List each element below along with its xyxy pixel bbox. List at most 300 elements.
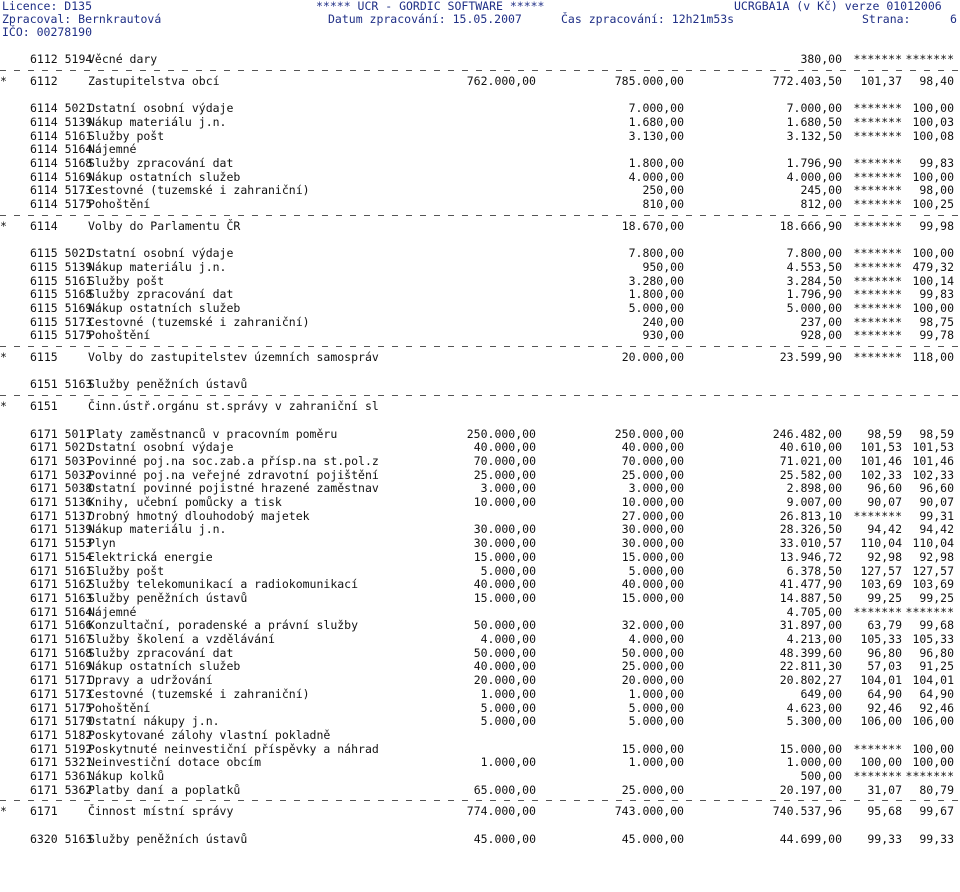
budget-adjusted: 45.000,00 bbox=[621, 831, 684, 846]
account-name: Cestovné (tuzemské i zahraniční) bbox=[88, 314, 310, 329]
actual-amount: 237,00 bbox=[800, 314, 842, 329]
budget-adjusted: 3.280,00 bbox=[628, 273, 684, 288]
actual-amount: 1.000,00 bbox=[786, 755, 842, 770]
actual-amount: 246.482,00 bbox=[772, 426, 842, 441]
account-name: Nákup materiálu j.n. bbox=[88, 259, 227, 274]
budget-adjusted: 30.000,00 bbox=[621, 536, 684, 551]
account-code: 6114 5021 bbox=[30, 101, 93, 116]
actual-amount: 25.582,00 bbox=[779, 467, 842, 482]
percent-approved: 90,07 bbox=[867, 495, 902, 509]
account-code: 6115 5021 bbox=[30, 246, 93, 261]
account-name: Služby zpracování dat bbox=[88, 155, 234, 170]
actual-amount: 245,00 bbox=[800, 183, 842, 198]
account-code: 6115 5175 bbox=[30, 328, 93, 343]
total-marker: * bbox=[0, 73, 7, 88]
budget-adjusted: 7.800,00 bbox=[628, 246, 684, 261]
percent-adjusted: 96,80 bbox=[919, 645, 954, 660]
account-code: 6115 5161 bbox=[30, 273, 93, 288]
actual-amount: 928,00 bbox=[800, 328, 842, 343]
percent-adjusted: 99,83 bbox=[919, 155, 954, 170]
actual-amount: 18.666,90 bbox=[779, 218, 842, 233]
item-row bbox=[0, 833, 960, 846]
group-code: 6171 bbox=[30, 804, 58, 819]
percent-adjusted: 118,00 bbox=[912, 350, 954, 364]
percent-adjusted: 106,00 bbox=[912, 714, 954, 729]
account-name: Ostatní nákupy j.n. bbox=[88, 714, 220, 729]
item-row bbox=[0, 184, 960, 197]
percent-adjusted: 100,00 bbox=[912, 741, 954, 756]
budget-adjusted: 70.000,00 bbox=[621, 453, 684, 468]
budget-approved: 20.000,00 bbox=[473, 673, 536, 688]
percent-adjusted: 99,25 bbox=[919, 590, 954, 605]
percent-adjusted: 98,40 bbox=[919, 73, 954, 88]
item-row bbox=[0, 770, 960, 783]
budget-approved: 50.000,00 bbox=[473, 645, 536, 660]
item-row bbox=[0, 275, 960, 288]
percent-approved: 96,80 bbox=[867, 645, 902, 660]
account-name: Nákup ostatních služeb bbox=[88, 169, 241, 184]
actual-amount: 740.537,96 bbox=[772, 804, 842, 819]
actual-amount: 15.000,00 bbox=[779, 741, 842, 756]
budget-adjusted: 20.000,00 bbox=[621, 350, 684, 364]
budget-adjusted: 1.800,00 bbox=[628, 155, 684, 170]
item-row bbox=[0, 441, 960, 454]
percent-approved: 31,07 bbox=[867, 782, 902, 797]
item-row bbox=[0, 428, 960, 441]
actual-amount: 14.887,50 bbox=[779, 590, 842, 605]
group-code: 6115 bbox=[30, 350, 58, 364]
item-row bbox=[0, 302, 960, 315]
percent-approved: 104,01 bbox=[860, 673, 902, 688]
budget-approved: 1.000,00 bbox=[480, 686, 536, 701]
budget-adjusted: 20.000,00 bbox=[621, 673, 684, 688]
account-name: Ostatní osobní výdaje bbox=[88, 101, 234, 116]
percent-approved: 101,53 bbox=[860, 440, 902, 455]
actual-amount: 20.197,00 bbox=[779, 782, 842, 797]
account-code: 6115 5173 bbox=[30, 314, 93, 329]
account-name: Platby daní a poplatků bbox=[88, 782, 241, 797]
account-code: 6114 5164 bbox=[30, 142, 93, 157]
account-name: Ostatní povinné pojistné hrazené zaměstnav bbox=[88, 481, 379, 496]
budget-adjusted: 250,00 bbox=[642, 183, 684, 198]
budget-adjusted: 25.000,00 bbox=[621, 467, 684, 482]
account-name: Drobný hmotný dlouhodobý majetek bbox=[88, 508, 310, 523]
header-line-3 bbox=[2, 25, 93, 39]
percent-approved: ******* bbox=[853, 183, 902, 198]
group-total-row bbox=[0, 400, 960, 413]
budget-approved: 50.000,00 bbox=[473, 618, 536, 633]
budget-adjusted: 1.680,00 bbox=[628, 114, 684, 129]
percent-adjusted: 99,31 bbox=[919, 508, 954, 523]
page-number: 6 bbox=[950, 12, 957, 26]
percent-adjusted: 99,33 bbox=[919, 831, 954, 846]
percent-approved: 102,33 bbox=[860, 467, 902, 482]
budget-approved: 40.000,00 bbox=[473, 659, 536, 674]
item-row bbox=[0, 592, 960, 605]
percent-approved: 101,46 bbox=[860, 453, 902, 468]
account-name: Věcné dary bbox=[88, 52, 158, 66]
budget-approved: 4.000,00 bbox=[480, 632, 536, 646]
item-row bbox=[0, 143, 960, 156]
percent-approved: 92,46 bbox=[867, 700, 902, 715]
item-row bbox=[0, 482, 960, 495]
processing-time: Čas zpracování: 12h21m53s bbox=[561, 12, 735, 26]
percent-adjusted: 99,98 bbox=[919, 218, 954, 233]
percent-approved: 127,57 bbox=[860, 563, 902, 578]
item-row bbox=[0, 288, 960, 301]
item-row bbox=[0, 247, 960, 260]
report-code: UCRGBA1A (v Kč) verze 01012006 bbox=[734, 0, 942, 13]
account-name: Služby pošt bbox=[88, 563, 165, 578]
percent-adjusted: 105,33 bbox=[912, 632, 954, 646]
item-row bbox=[0, 316, 960, 329]
budget-adjusted: 5.000,00 bbox=[628, 563, 684, 578]
actual-amount: 44.699,00 bbox=[779, 831, 842, 846]
percent-adjusted: 104,01 bbox=[912, 673, 954, 688]
actual-amount: 40.610,00 bbox=[779, 440, 842, 455]
group-code: 6151 bbox=[30, 399, 58, 414]
percent-adjusted: 102,33 bbox=[912, 467, 954, 482]
percent-approved: 63,79 bbox=[867, 618, 902, 633]
percent-approved: 99,25 bbox=[867, 590, 902, 605]
account-name: Služby pošt bbox=[88, 273, 165, 288]
account-code: 6171 5182 bbox=[30, 727, 93, 742]
account-code: 6171 5175 bbox=[30, 700, 93, 715]
percent-approved: 95,68 bbox=[867, 804, 902, 819]
account-name: Služby telekomunikací a radiokomunikací bbox=[88, 577, 359, 592]
item-row bbox=[0, 496, 960, 509]
percent-approved: ******* bbox=[853, 169, 902, 184]
percent-adjusted: 64,90 bbox=[919, 686, 954, 701]
account-name: Cestovné (tuzemské i zahraniční) bbox=[88, 183, 310, 198]
actual-amount: 20.802,27 bbox=[779, 673, 842, 688]
budget-adjusted: 930,00 bbox=[642, 328, 684, 343]
total-marker: * bbox=[0, 804, 7, 819]
account-name: Povinné poj.na veřejné zdravotní pojištění bbox=[88, 467, 379, 482]
percent-adjusted: 98,00 bbox=[919, 183, 954, 198]
account-code: 6171 5153 bbox=[30, 536, 93, 551]
account-name: Ostatní osobní výdaje bbox=[88, 246, 234, 261]
item-row bbox=[0, 619, 960, 632]
item-row bbox=[0, 756, 960, 769]
item-row bbox=[0, 784, 960, 797]
percent-approved: ******* bbox=[853, 218, 902, 233]
account-name: Nájemné bbox=[88, 604, 137, 619]
percent-approved: 100,00 bbox=[860, 755, 902, 770]
item-row bbox=[0, 674, 960, 687]
account-code: 6171 5192 bbox=[30, 741, 93, 756]
actual-amount: 649,00 bbox=[800, 686, 842, 701]
budget-adjusted: 10.000,00 bbox=[621, 495, 684, 509]
actual-amount: 9.007,00 bbox=[786, 495, 842, 509]
budget-adjusted: 25.000,00 bbox=[621, 659, 684, 674]
percent-adjusted: 100,00 bbox=[912, 755, 954, 770]
budget-approved: 5.000,00 bbox=[480, 563, 536, 578]
account-code: 6171 5011 bbox=[30, 426, 93, 441]
account-code: 6171 5168 bbox=[30, 645, 93, 660]
percent-approved: 106,00 bbox=[860, 714, 902, 729]
budget-adjusted: 5.000,00 bbox=[628, 700, 684, 715]
actual-amount: 1.796,90 bbox=[786, 155, 842, 170]
item-row bbox=[0, 157, 960, 170]
account-code: 6171 5164 bbox=[30, 604, 93, 619]
budget-adjusted: 32.000,00 bbox=[621, 618, 684, 633]
budget-adjusted: 15.000,00 bbox=[621, 741, 684, 756]
actual-amount: 812,00 bbox=[800, 197, 842, 211]
account-name: Služby zpracování dat bbox=[88, 287, 234, 302]
account-name: Služby školení a vzdělávání bbox=[88, 632, 275, 646]
percent-approved: ******* bbox=[853, 197, 902, 211]
budget-adjusted: 1.000,00 bbox=[628, 755, 684, 770]
account-name: Volby do zastupitelstev územních samospráv bbox=[88, 350, 379, 364]
account-code: 6320 5163 bbox=[30, 831, 93, 846]
percent-approved: 101,37 bbox=[860, 73, 902, 88]
percent-approved: ******* bbox=[853, 246, 902, 261]
page-label: Strana: bbox=[862, 12, 911, 26]
actual-amount: 5.000,00 bbox=[786, 300, 842, 315]
account-code: 6171 5361 bbox=[30, 769, 93, 783]
item-row bbox=[0, 130, 960, 143]
group-total-row bbox=[0, 351, 960, 364]
account-name: Poskytnuté neinvestiční příspěvky a náhrad bbox=[88, 741, 379, 756]
percent-adjusted: 92,46 bbox=[919, 700, 954, 715]
actual-amount: 28.326,50 bbox=[779, 522, 842, 537]
actual-amount: 26.813,10 bbox=[779, 508, 842, 523]
percent-approved: 99,33 bbox=[867, 831, 902, 846]
group-total-row bbox=[0, 220, 960, 233]
item-row bbox=[0, 743, 960, 756]
processing-date: Datum zpracování: 15.05.2007 bbox=[328, 12, 522, 26]
account-code: 6115 5168 bbox=[30, 287, 93, 302]
account-name: Nájemné bbox=[88, 142, 137, 157]
percent-adjusted: 100,00 bbox=[912, 300, 954, 315]
percent-adjusted: 100,00 bbox=[912, 246, 954, 261]
account-code: 6171 5136 bbox=[30, 495, 93, 509]
actual-amount: 7.000,00 bbox=[786, 101, 842, 116]
percent-approved: ******* bbox=[853, 604, 902, 619]
percent-approved: ******* bbox=[853, 114, 902, 129]
actual-amount: 5.300,00 bbox=[786, 714, 842, 729]
item-row bbox=[0, 578, 960, 591]
item-row bbox=[0, 729, 960, 742]
budget-adjusted: 250.000,00 bbox=[614, 426, 684, 441]
budget-approved: 774.000,00 bbox=[466, 804, 536, 819]
account-name: Elektrická energie bbox=[88, 549, 213, 564]
item-row bbox=[0, 702, 960, 715]
item-row bbox=[0, 102, 960, 115]
account-code: 6114 5139 bbox=[30, 114, 93, 129]
account-code: 6171 5038 bbox=[30, 481, 93, 496]
budget-adjusted: 25.000,00 bbox=[621, 782, 684, 797]
percent-approved: ******* bbox=[853, 741, 902, 756]
account-name: Volby do Parlamentu ČR bbox=[88, 218, 241, 233]
percent-adjusted: 94,42 bbox=[919, 522, 954, 537]
account-name: Činn.ústř.orgánu st.správy v zahraniční sl bbox=[88, 399, 379, 414]
percent-adjusted: 127,57 bbox=[912, 563, 954, 578]
total-marker: * bbox=[0, 399, 7, 414]
budget-approved: 5.000,00 bbox=[480, 714, 536, 729]
account-code: 6171 5162 bbox=[30, 577, 93, 592]
percent-approved: 94,42 bbox=[867, 522, 902, 537]
licence-label: Licence: D135 bbox=[2, 0, 93, 13]
percent-adjusted: 98,59 bbox=[919, 426, 954, 441]
account-name: Činnost místní správy bbox=[88, 804, 234, 819]
actual-amount: 500,00 bbox=[800, 769, 842, 783]
account-code: 6171 5362 bbox=[30, 782, 93, 797]
budget-approved: 15.000,00 bbox=[473, 549, 536, 564]
group-total-row bbox=[0, 75, 960, 88]
budget-adjusted: 5.000,00 bbox=[628, 714, 684, 729]
group-code: 6114 bbox=[30, 218, 58, 233]
account-code: 6171 5167 bbox=[30, 632, 93, 646]
software-title: ***** UCR - GORDIC SOFTWARE ***** bbox=[316, 0, 545, 13]
percent-adjusted: 91,25 bbox=[919, 659, 954, 674]
budget-adjusted: 50.000,00 bbox=[621, 645, 684, 660]
budget-approved: 3.000,00 bbox=[480, 481, 536, 496]
budget-adjusted: 18.670,00 bbox=[621, 218, 684, 233]
percent-approved: ******* bbox=[853, 300, 902, 315]
percent-approved: ******* bbox=[853, 287, 902, 302]
actual-amount: 2.898,00 bbox=[786, 481, 842, 496]
account-name: Služby peněžních ústavů bbox=[88, 831, 248, 846]
percent-approved: ******* bbox=[853, 101, 902, 116]
budget-adjusted: 40.000,00 bbox=[621, 577, 684, 592]
group-total-row bbox=[0, 805, 960, 818]
percent-adjusted: 110,04 bbox=[912, 536, 954, 551]
percent-adjusted: 92,98 bbox=[919, 549, 954, 564]
item-row bbox=[0, 523, 960, 536]
budget-approved: 65.000,00 bbox=[473, 782, 536, 797]
budget-approved: 30.000,00 bbox=[473, 522, 536, 537]
ico-label: IČO: 00278190 bbox=[2, 25, 93, 39]
percent-adjusted: 99,78 bbox=[919, 328, 954, 343]
percent-approved: ******* bbox=[853, 52, 902, 66]
account-code: 6114 5168 bbox=[30, 155, 93, 170]
item-row bbox=[0, 647, 960, 660]
total-marker: * bbox=[0, 218, 7, 233]
account-name: Plyn bbox=[88, 536, 116, 551]
budget-adjusted: 30.000,00 bbox=[621, 522, 684, 537]
account-code: 6151 5163 bbox=[30, 377, 93, 392]
percent-adjusted: 100,14 bbox=[912, 273, 954, 288]
budget-approved: 250.000,00 bbox=[466, 426, 536, 441]
actual-amount: 4.553,50 bbox=[786, 259, 842, 274]
budget-adjusted: 3.000,00 bbox=[628, 481, 684, 496]
account-name: Neinvestiční dotace obcím bbox=[88, 755, 262, 770]
budget-adjusted: 810,00 bbox=[642, 197, 684, 211]
actual-amount: 71.021,00 bbox=[779, 453, 842, 468]
budget-adjusted: 4.000,00 bbox=[628, 169, 684, 184]
item-row bbox=[0, 537, 960, 550]
budget-adjusted: 15.000,00 bbox=[621, 549, 684, 564]
account-code: 6171 5161 bbox=[30, 563, 93, 578]
account-code: 6171 5154 bbox=[30, 549, 93, 564]
account-code: 6171 5031 bbox=[30, 453, 93, 468]
account-code: 6171 5166 bbox=[30, 618, 93, 633]
percent-adjusted: 90,07 bbox=[919, 495, 954, 509]
actual-amount: 22.811,30 bbox=[779, 659, 842, 674]
account-code: 6171 5171 bbox=[30, 673, 93, 688]
actual-amount: 4.623,00 bbox=[786, 700, 842, 715]
account-name: Knihy, učební pomůcky a tisk bbox=[88, 495, 282, 509]
actual-amount: 33.010,57 bbox=[779, 536, 842, 551]
budget-adjusted: 15.000,00 bbox=[621, 590, 684, 605]
percent-adjusted: 479,32 bbox=[912, 259, 954, 274]
item-row bbox=[0, 116, 960, 129]
budget-adjusted: 785.000,00 bbox=[614, 73, 684, 88]
account-name: Služby peněžních ústavů bbox=[88, 377, 248, 392]
account-name: Poskytované zálohy vlastní pokladně bbox=[88, 727, 331, 742]
budget-adjusted: 5.000,00 bbox=[628, 300, 684, 315]
budget-approved: 45.000,00 bbox=[473, 831, 536, 846]
item-row bbox=[0, 469, 960, 482]
account-code: 6171 5032 bbox=[30, 467, 93, 482]
budget-approved: 1.000,00 bbox=[480, 755, 536, 770]
actual-amount: 41.477,90 bbox=[779, 577, 842, 592]
actual-amount: 6.378,50 bbox=[786, 563, 842, 578]
percent-adjusted: 100,03 bbox=[912, 114, 954, 129]
percent-approved: ******* bbox=[853, 508, 902, 523]
account-name: Povinné poj.na soc.zab.a přísp.na st.pol.z bbox=[88, 453, 379, 468]
account-code: 6115 5139 bbox=[30, 259, 93, 274]
actual-amount: 4.705,00 bbox=[786, 604, 842, 619]
account-name: Nákup ostatních služeb bbox=[88, 300, 241, 315]
account-code: 6171 5021 bbox=[30, 440, 93, 455]
account-code: 6114 5175 bbox=[30, 197, 93, 211]
account-name: Zastupitelstva obcí bbox=[88, 73, 220, 88]
account-code: 6171 5321 bbox=[30, 755, 93, 770]
actual-amount: 7.800,00 bbox=[786, 246, 842, 261]
item-row bbox=[0, 715, 960, 728]
account-code: 6171 5173 bbox=[30, 686, 93, 701]
account-name: Pohoštění bbox=[88, 328, 151, 343]
account-name: Pohoštění bbox=[88, 197, 151, 211]
dashed-separator bbox=[0, 68, 960, 74]
percent-adjusted: 96,60 bbox=[919, 481, 954, 496]
percent-adjusted: 99,67 bbox=[919, 804, 954, 819]
item-row bbox=[0, 633, 960, 646]
group-code: 6112 bbox=[30, 73, 58, 88]
item-row bbox=[0, 171, 960, 184]
budget-adjusted: 743.000,00 bbox=[614, 804, 684, 819]
percent-approved: ******* bbox=[853, 328, 902, 343]
percent-approved: ******* bbox=[853, 314, 902, 329]
budget-approved: 25.000,00 bbox=[473, 467, 536, 482]
item-row bbox=[0, 329, 960, 342]
percent-adjusted: 100,08 bbox=[912, 128, 954, 143]
item-row bbox=[0, 551, 960, 564]
account-code: 6112 5194 bbox=[30, 52, 93, 66]
item-row bbox=[0, 660, 960, 673]
account-code: 6171 5169 bbox=[30, 659, 93, 674]
percent-approved: 103,69 bbox=[860, 577, 902, 592]
account-name: Nákup kolků bbox=[88, 769, 165, 783]
account-code: 6114 5169 bbox=[30, 169, 93, 184]
actual-amount: 23.599,90 bbox=[779, 350, 842, 364]
budget-adjusted: 240,00 bbox=[642, 314, 684, 329]
account-name: Služby zpracování dat bbox=[88, 645, 234, 660]
item-row bbox=[0, 53, 960, 66]
budget-approved: 70.000,00 bbox=[473, 453, 536, 468]
account-code: 6171 5139 bbox=[30, 522, 93, 537]
item-row bbox=[0, 261, 960, 274]
percent-adjusted: 101,53 bbox=[912, 440, 954, 455]
percent-approved: ******* bbox=[853, 350, 902, 364]
percent-approved: ******* bbox=[853, 273, 902, 288]
item-row bbox=[0, 606, 960, 619]
budget-approved: 30.000,00 bbox=[473, 536, 536, 551]
budget-approved: 762.000,00 bbox=[466, 73, 536, 88]
